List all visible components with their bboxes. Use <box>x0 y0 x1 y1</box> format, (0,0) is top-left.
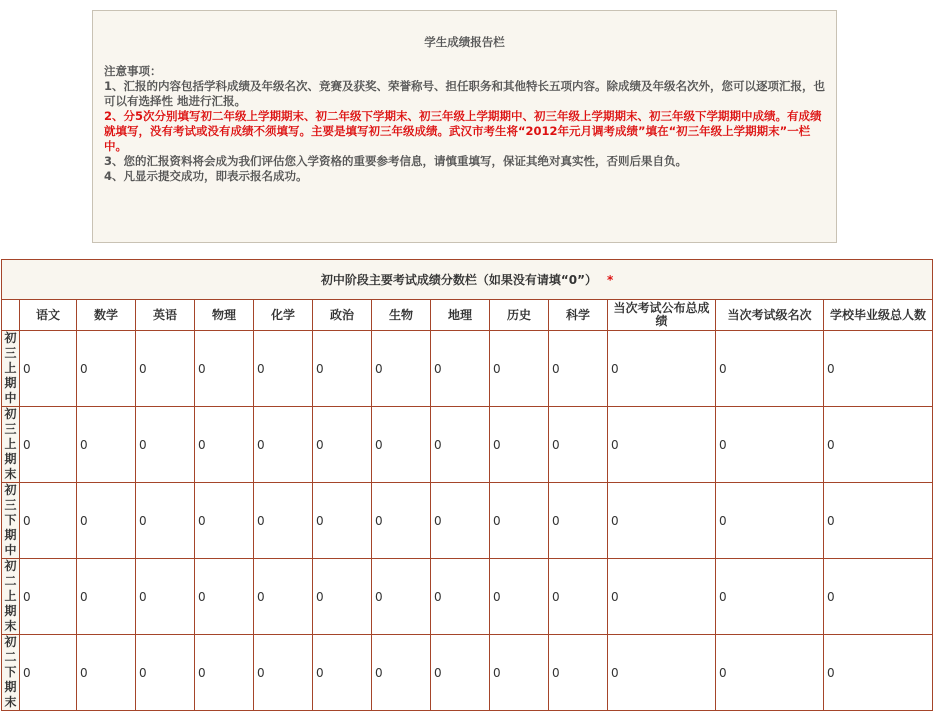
score-cell[interactable] <box>254 483 313 559</box>
score-value: 0 <box>139 361 147 376</box>
score-cell[interactable] <box>195 483 254 559</box>
column-header: 科学 <box>549 300 608 331</box>
score-value: 0 <box>611 437 619 452</box>
score-table <box>1 259 933 711</box>
notice-item-3: 3、您的汇报资料将会成为我们评估您入学资格的重要参考信息，请慎重填写，保证其绝对真实性，否则后果自负。 <box>104 154 687 168</box>
score-cell[interactable] <box>608 483 716 559</box>
column-header: 化学 <box>254 300 313 331</box>
score-cell[interactable] <box>608 331 716 407</box>
column-header: 当次考试公布总成绩 <box>608 300 716 331</box>
score-cell[interactable] <box>77 483 136 559</box>
row-label: 初三上期末 <box>2 407 20 483</box>
score-value: 0 <box>493 665 501 680</box>
score-cell[interactable] <box>372 407 431 483</box>
score-value: 0 <box>23 589 31 604</box>
table-row <box>2 559 933 635</box>
score-cell[interactable] <box>254 559 313 635</box>
column-header: 历史 <box>490 300 549 331</box>
score-cell[interactable] <box>549 559 608 635</box>
score-cell[interactable] <box>372 331 431 407</box>
score-value: 0 <box>434 513 442 528</box>
score-cell[interactable] <box>824 559 933 635</box>
score-value: 0 <box>375 665 383 680</box>
score-value: 0 <box>827 665 835 680</box>
score-cell[interactable] <box>490 559 549 635</box>
score-cell[interactable] <box>716 635 824 711</box>
score-cell[interactable] <box>716 331 824 407</box>
score-value: 0 <box>257 437 265 452</box>
score-cell[interactable] <box>136 635 195 711</box>
score-value: 0 <box>434 361 442 376</box>
score-cell[interactable] <box>716 483 824 559</box>
score-value: 0 <box>552 513 560 528</box>
score-value: 0 <box>23 513 31 528</box>
score-value: 0 <box>552 437 560 452</box>
score-cell[interactable] <box>313 559 372 635</box>
score-cell[interactable] <box>20 483 77 559</box>
score-value: 0 <box>316 437 324 452</box>
score-value: 0 <box>23 437 31 452</box>
score-cell[interactable] <box>20 635 77 711</box>
table-row <box>2 483 933 559</box>
score-value: 0 <box>375 361 383 376</box>
score-cell[interactable] <box>372 483 431 559</box>
table-caption <box>2 260 933 300</box>
score-cell[interactable] <box>716 559 824 635</box>
notice-item-1: 1、汇报的内容包括学科成绩及年级名次、竞赛及获奖、荣誉称号、担任职务和其他特长五项内容。除成绩及年级名次外，您可以逐项汇报，也可以有选择性 地进行汇报。 <box>104 79 825 108</box>
score-cell[interactable] <box>20 407 77 483</box>
score-value: 0 <box>493 513 501 528</box>
score-cell[interactable] <box>136 331 195 407</box>
row-label: 初二下期末 <box>2 635 20 711</box>
notice-subtitle: 注意事项： <box>104 64 162 78</box>
score-value: 0 <box>493 361 501 376</box>
notice-item-4: 4、凡显示提交成功，即表示报名成功。 <box>104 169 308 183</box>
row-label: 初二上期末 <box>2 559 20 635</box>
column-header: 数学 <box>77 300 136 331</box>
score-cell[interactable] <box>77 559 136 635</box>
score-cell[interactable] <box>549 483 608 559</box>
score-value: 0 <box>434 665 442 680</box>
header-row <box>2 300 933 331</box>
score-cell[interactable] <box>824 635 933 711</box>
score-cell[interactable] <box>372 559 431 635</box>
score-value: 0 <box>719 361 727 376</box>
score-value: 0 <box>827 361 835 376</box>
column-header: 当次考试级名次 <box>716 300 824 331</box>
score-value: 0 <box>139 437 147 452</box>
score-value: 0 <box>80 361 88 376</box>
notice-title: 学生成绩报告栏 <box>424 35 505 49</box>
score-cell[interactable] <box>372 635 431 711</box>
score-value: 0 <box>316 513 324 528</box>
table-caption-text: 初中阶段主要考试成绩分数栏（如果没有请填“0”） <box>320 273 597 287</box>
score-value: 0 <box>611 589 619 604</box>
score-value: 0 <box>198 437 206 452</box>
table-row <box>2 407 933 483</box>
column-header: 政治 <box>313 300 372 331</box>
score-cell[interactable] <box>77 407 136 483</box>
score-cell[interactable] <box>608 407 716 483</box>
score-value: 0 <box>23 361 31 376</box>
score-value: 0 <box>80 665 88 680</box>
score-value: 0 <box>827 513 835 528</box>
score-value: 0 <box>198 589 206 604</box>
score-value: 0 <box>198 665 206 680</box>
score-cell[interactable] <box>824 483 933 559</box>
notice-item-2: 2、分5次分别填写初二年级上学期期末、初二年级下学期末、初三年级上学期期中、初三年级上学期期末、初三年级下学期期中成绩。有成绩就填写，没有考试或没有成绩不须填写。主要是填写初三年级成绩。武汉市考生将“2012年元月调考成绩”填在“初三年级上学期期末”一栏中。 <box>104 109 822 153</box>
score-cell[interactable] <box>195 559 254 635</box>
column-header: 地理 <box>431 300 490 331</box>
score-value: 0 <box>493 589 501 604</box>
score-cell[interactable] <box>77 635 136 711</box>
score-value: 0 <box>552 589 560 604</box>
table-row <box>2 635 933 711</box>
column-header: 物理 <box>195 300 254 331</box>
score-value: 0 <box>611 513 619 528</box>
score-value: 0 <box>139 665 147 680</box>
row-label: 初三下期中 <box>2 483 20 559</box>
score-cell[interactable] <box>431 331 490 407</box>
score-cell[interactable] <box>490 483 549 559</box>
score-value: 0 <box>257 361 265 376</box>
score-value: 0 <box>198 361 206 376</box>
score-cell[interactable] <box>608 635 716 711</box>
score-value: 0 <box>257 513 265 528</box>
score-cell[interactable] <box>313 407 372 483</box>
score-value: 0 <box>80 513 88 528</box>
required-mark: * <box>606 273 614 287</box>
score-cell[interactable] <box>490 635 549 711</box>
score-value: 0 <box>719 665 727 680</box>
score-cell[interactable] <box>549 331 608 407</box>
score-cell[interactable] <box>431 483 490 559</box>
score-value: 0 <box>434 589 442 604</box>
score-cell[interactable] <box>313 483 372 559</box>
score-value: 0 <box>719 589 727 604</box>
score-cell[interactable] <box>490 331 549 407</box>
score-cell[interactable] <box>824 331 933 407</box>
score-cell[interactable] <box>195 407 254 483</box>
score-value: 0 <box>139 589 147 604</box>
score-value: 0 <box>257 665 265 680</box>
row-label: 初三上期中 <box>2 331 20 407</box>
score-cell[interactable] <box>716 407 824 483</box>
score-body <box>2 331 933 711</box>
score-cell[interactable] <box>20 559 77 635</box>
score-cell[interactable] <box>824 407 933 483</box>
score-value: 0 <box>719 437 727 452</box>
score-cell[interactable] <box>136 559 195 635</box>
score-value: 0 <box>257 589 265 604</box>
score-cell[interactable] <box>549 635 608 711</box>
score-value: 0 <box>375 513 383 528</box>
notice-panel <box>92 10 837 243</box>
column-header: 生物 <box>372 300 431 331</box>
score-value: 0 <box>80 589 88 604</box>
score-value: 0 <box>827 437 835 452</box>
score-value: 0 <box>434 437 442 452</box>
score-value: 0 <box>552 361 560 376</box>
score-cell[interactable] <box>195 635 254 711</box>
score-value: 0 <box>375 589 383 604</box>
column-header: 语文 <box>20 300 77 331</box>
score-value: 0 <box>493 437 501 452</box>
column-header: 英语 <box>136 300 195 331</box>
score-cell[interactable] <box>549 407 608 483</box>
score-cell[interactable] <box>490 407 549 483</box>
score-cell[interactable] <box>20 331 77 407</box>
score-cell[interactable] <box>431 635 490 711</box>
score-value: 0 <box>316 361 324 376</box>
score-value: 0 <box>375 437 383 452</box>
table-row <box>2 331 933 407</box>
column-header: 学校毕业级总人数 <box>824 300 933 331</box>
score-value: 0 <box>827 589 835 604</box>
score-cell[interactable] <box>608 559 716 635</box>
score-value: 0 <box>316 665 324 680</box>
score-cell[interactable] <box>136 407 195 483</box>
score-cell[interactable] <box>313 331 372 407</box>
score-cell[interactable] <box>431 407 490 483</box>
score-cell[interactable] <box>431 559 490 635</box>
score-cell[interactable] <box>313 635 372 711</box>
header-corner <box>2 300 20 331</box>
score-value: 0 <box>139 513 147 528</box>
score-cell[interactable] <box>77 331 136 407</box>
score-value: 0 <box>611 361 619 376</box>
score-value: 0 <box>719 513 727 528</box>
score-value: 0 <box>80 437 88 452</box>
score-value: 0 <box>23 665 31 680</box>
score-value: 0 <box>316 589 324 604</box>
score-cell[interactable] <box>254 635 313 711</box>
score-value: 0 <box>198 513 206 528</box>
score-cell[interactable] <box>195 331 254 407</box>
score-cell[interactable] <box>254 407 313 483</box>
score-cell[interactable] <box>136 483 195 559</box>
score-cell[interactable] <box>254 331 313 407</box>
score-value: 0 <box>552 665 560 680</box>
score-value: 0 <box>611 665 619 680</box>
